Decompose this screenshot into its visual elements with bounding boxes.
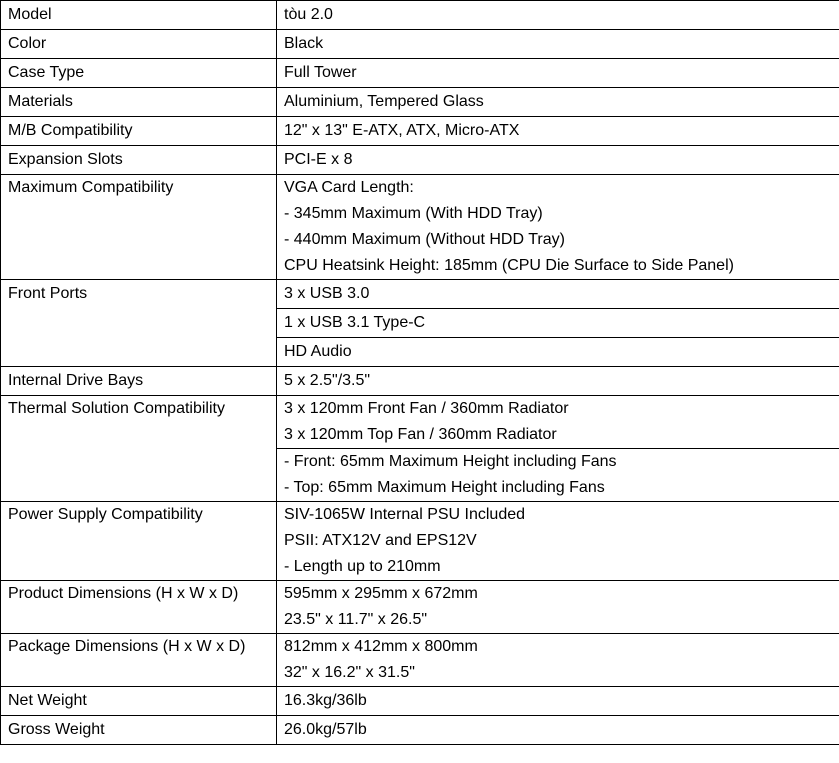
spec-label: M/B Compatibility: [1, 117, 277, 146]
spec-label: Color: [1, 30, 277, 59]
table-row: [1, 88, 839, 117]
table-row: [1, 117, 839, 146]
spec-label: Thermal Solution Compatibility: [1, 396, 277, 502]
table-row: [1, 175, 839, 280]
spec-label: Package Dimensions (H x W x D): [1, 634, 277, 687]
spec-label: Front Ports: [1, 280, 277, 367]
spec-value-line: PSII: ATX12V and EPS12V: [284, 532, 477, 549]
spec-value-line: - Front: 65mm Maximum Height including Fans: [284, 453, 617, 470]
table-row: [1, 687, 839, 716]
table-row: [1, 502, 839, 581]
spec-value-line: 3 x 120mm Top Fan / 360mm Radiator: [284, 426, 557, 443]
table-row: [1, 59, 839, 88]
spec-value: [277, 396, 839, 449]
spec-value: 26.0kg/57lb: [277, 716, 839, 745]
spec-label: Maximum Compatibility: [1, 175, 277, 280]
table-row: [1, 1, 839, 30]
spec-value-line: 32" x 16.2" x 31.5": [284, 664, 415, 681]
spec-value-line: CPU Heatsink Height: 185mm (CPU Die Surface to Side Panel): [284, 257, 734, 274]
spec-label: Case Type: [1, 59, 277, 88]
spec-value: [277, 502, 839, 581]
spec-label: Expansion Slots: [1, 146, 277, 175]
spec-value: [277, 175, 839, 280]
spec-value-line: - Top: 65mm Maximum Height including Fans: [284, 479, 605, 496]
table-row: [1, 146, 839, 175]
spec-value: 16.3kg/36lb: [277, 687, 839, 716]
spec-value: 12" x 13" E-ATX, ATX, Micro-ATX: [277, 117, 839, 146]
spec-value-line: SIV-1065W Internal PSU Included: [284, 506, 526, 523]
spec-value: Aluminium, Tempered Glass: [277, 88, 839, 117]
table-row: [1, 581, 839, 634]
spec-value-line: - 345mm Maximum (With HDD Tray): [284, 205, 543, 222]
spec-label: Product Dimensions (H x W x D): [1, 581, 277, 634]
spec-value-line: 595mm x 295mm x 672mm: [284, 585, 478, 602]
spec-value: Black: [277, 30, 839, 59]
spec-value: HD Audio: [277, 338, 839, 367]
spec-label: Internal Drive Bays: [1, 367, 277, 396]
spec-value: [277, 634, 839, 687]
spec-value-line: - Length up to 210mm: [284, 558, 441, 575]
spec-label: Power Supply Compatibility: [1, 502, 277, 581]
spec-label: Model: [1, 1, 277, 30]
table-row: [1, 396, 839, 449]
spec-value: [277, 449, 839, 502]
table-row: [1, 30, 839, 59]
spec-value: 3 x USB 3.0: [277, 280, 839, 309]
spec-label: Gross Weight: [1, 716, 277, 745]
spec-value-line: 3 x 120mm Front Fan / 360mm Radiator: [284, 400, 569, 417]
spec-value: [277, 581, 839, 634]
table-row: [1, 634, 839, 687]
spec-value: 5 x 2.5"/3.5": [277, 367, 839, 396]
table-row: [1, 367, 839, 396]
spec-value-line: 812mm x 412mm x 800mm: [284, 638, 478, 655]
table-row: [1, 280, 839, 309]
table-row: [1, 716, 839, 745]
spec-value-line: 23.5" x 11.7" x 26.5": [284, 611, 428, 628]
spec-value: Full Tower: [277, 59, 839, 88]
spec-value: tòu 2.0: [277, 1, 839, 30]
spec-label: Net Weight: [1, 687, 277, 716]
spec-value-line: VGA Card Length:: [284, 179, 414, 196]
spec-value-line: - 440mm Maximum (Without HDD Tray): [284, 231, 565, 248]
spec-label: Materials: [1, 88, 277, 117]
spec-value: 1 x USB 3.1 Type-C: [277, 309, 839, 338]
spec-value: PCI-E x 8: [277, 146, 839, 175]
